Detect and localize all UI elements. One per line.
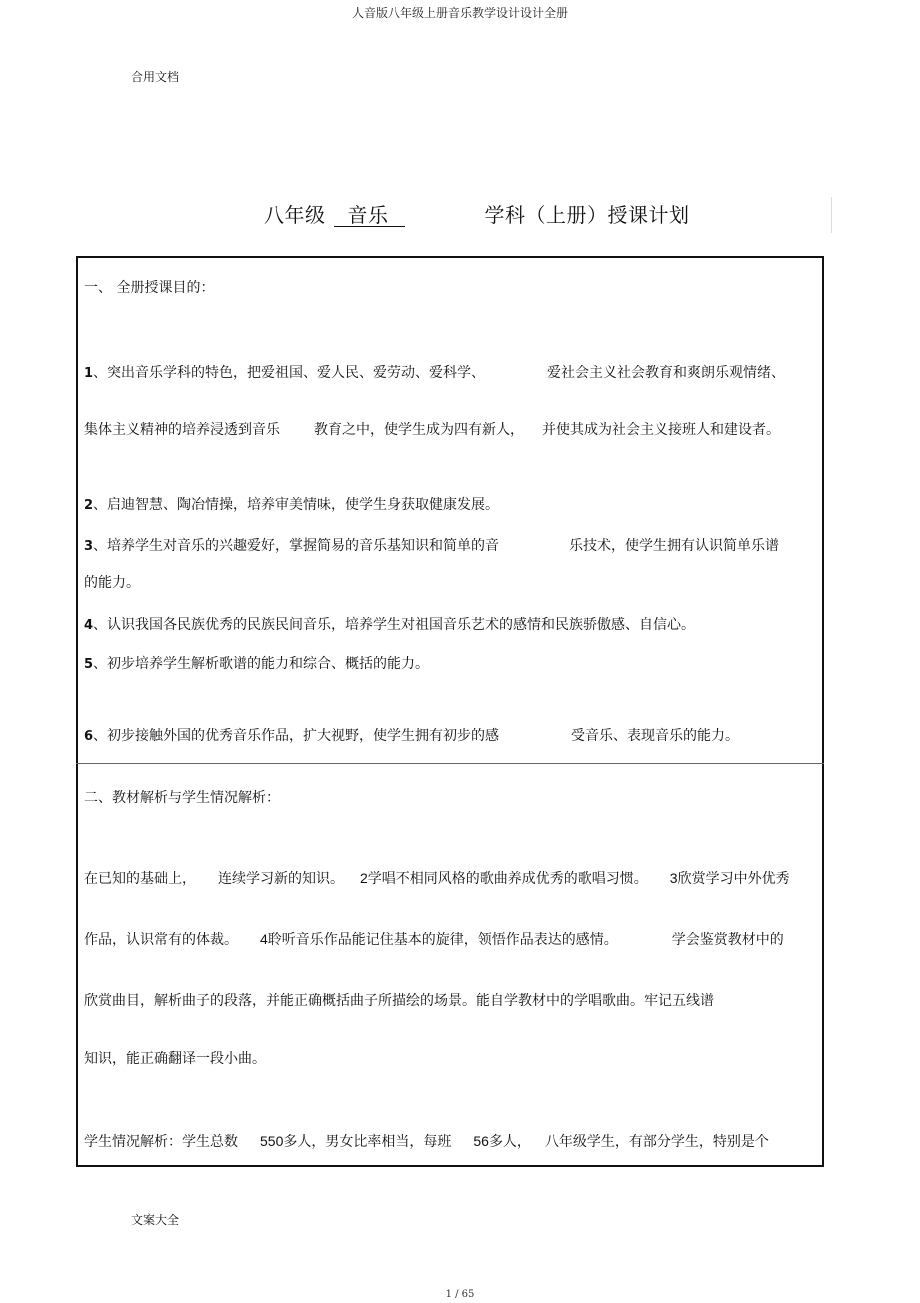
student-analysis-line (84, 1131, 769, 1151)
objective-number: 1 (84, 366, 94, 381)
objective-number: 6 (84, 729, 94, 744)
objective-text: 乐技术，使学生拥有认识简单乐谱 (569, 538, 780, 554)
analysis-line-1 (84, 868, 790, 888)
analysis-text: 在已知的基础上， (84, 871, 196, 887)
plan-grade: 八年级 (264, 203, 326, 227)
document-title: 人音版八年级上册音乐教学设计设计全册 (351, 6, 568, 20)
plan-table (76, 256, 824, 1167)
analysis-line-3: 欣赏曲目，解析曲子的段落，并能正确概括曲子所描绘的场景。能自学教材中的学唱歌曲。牢记五线谱 (84, 993, 714, 1009)
objective-4 (84, 614, 695, 634)
analysis-text: 作品，认识常有的体裁。 (84, 932, 238, 948)
footer-note: 文案大全 (131, 1213, 180, 1227)
analysis-number: 550 (260, 1133, 284, 1149)
objective-text: 、突出音乐学科的特色，把爱祖国、爱人民、爱劳动、爱科学、 (93, 365, 486, 381)
objective-5 (84, 653, 429, 673)
objective-text: 教育之中，使学生成为四有新人， (314, 422, 524, 438)
objective-text: 集体主义精神的培养浸透到音乐 (84, 422, 280, 438)
analysis-text: 学生情况解析：学生总数 (84, 1134, 238, 1150)
objective-3-cont (84, 572, 140, 592)
margin-line (831, 197, 832, 233)
plan-subject: 音乐 (334, 204, 405, 227)
objective-text: 、启迪智慧、陶冶情操，培养审美情味，使学生身获取健康发展。 (93, 497, 500, 513)
analysis-line-4: 知识，能正确翻译一段小曲。 (84, 1051, 266, 1067)
analysis-text: 学会鉴赏教材中的 (671, 932, 784, 948)
objective-text: 、培养学生对音乐的兴趣爱好，掌握简易的音乐基知识和简单的音 (93, 538, 500, 554)
analysis-text: 欣赏学习中外优秀 (677, 871, 790, 887)
header-note: 合用文档 (131, 70, 180, 84)
objective-text: 、初步接触外国的优秀音乐作品，扩大视野，使学生拥有初步的感 (93, 728, 500, 744)
objective-number: 2 (84, 498, 94, 513)
objective-text: 、初步培养学生解析歌谱的能力和综合、概括的能力。 (93, 656, 430, 672)
page-number: 1 / 65 (445, 1289, 475, 1300)
objective-number: 5 (84, 657, 94, 672)
analysis-number: 3 (669, 870, 678, 886)
section2-heading: 二、教材解析与学生情况解析： (84, 790, 280, 806)
analysis-number: 2 (360, 870, 368, 886)
objective-text: 、认识我国各民族优秀的民族民间音乐，培养学生对祖国音乐艺术的感情和民族骄傲感、自信心。 (93, 617, 696, 633)
objective-text: 的能力。 (84, 575, 140, 591)
analysis-text: 八年级学生，有部分学生，特别是个 (544, 1134, 769, 1150)
analysis-text: 学唱不相同风格的歌曲养成优秀的歌唱习惯。 (367, 871, 648, 887)
plan-title-rest: 学科（上册）授课计划 (484, 203, 690, 227)
objective-6 (84, 725, 739, 745)
objective-2 (84, 494, 499, 514)
objective-1-cont (84, 419, 780, 439)
objective-text: 并使其成为社会主义接班人和建设者。 (542, 422, 780, 438)
plan-title (264, 199, 690, 228)
analysis-text: 聆听音乐作品能记住基本的旋律，领悟作品表达的感情。 (267, 932, 618, 948)
analysis-number: 4 (260, 931, 268, 947)
objective-text: 爱社会主义社会教育和爽朗乐观情绪、 (547, 365, 786, 381)
objective-text: 受音乐、表现音乐的能力。 (571, 728, 740, 744)
analysis-text: 连续学习新的知识。 (218, 871, 344, 887)
analysis-number: 56 (473, 1133, 489, 1149)
section-divider (76, 763, 824, 764)
analysis-text: 多人， (488, 1134, 531, 1150)
analysis-text: 多人，男女比率相当，每班 (283, 1134, 452, 1150)
analysis-line-2 (84, 929, 784, 949)
section1-heading: 一、 全册授课目的： (84, 280, 215, 296)
objective-number: 4 (84, 618, 94, 633)
objective-1 (84, 362, 785, 382)
objective-3 (84, 535, 779, 555)
objective-number: 3 (84, 539, 94, 554)
